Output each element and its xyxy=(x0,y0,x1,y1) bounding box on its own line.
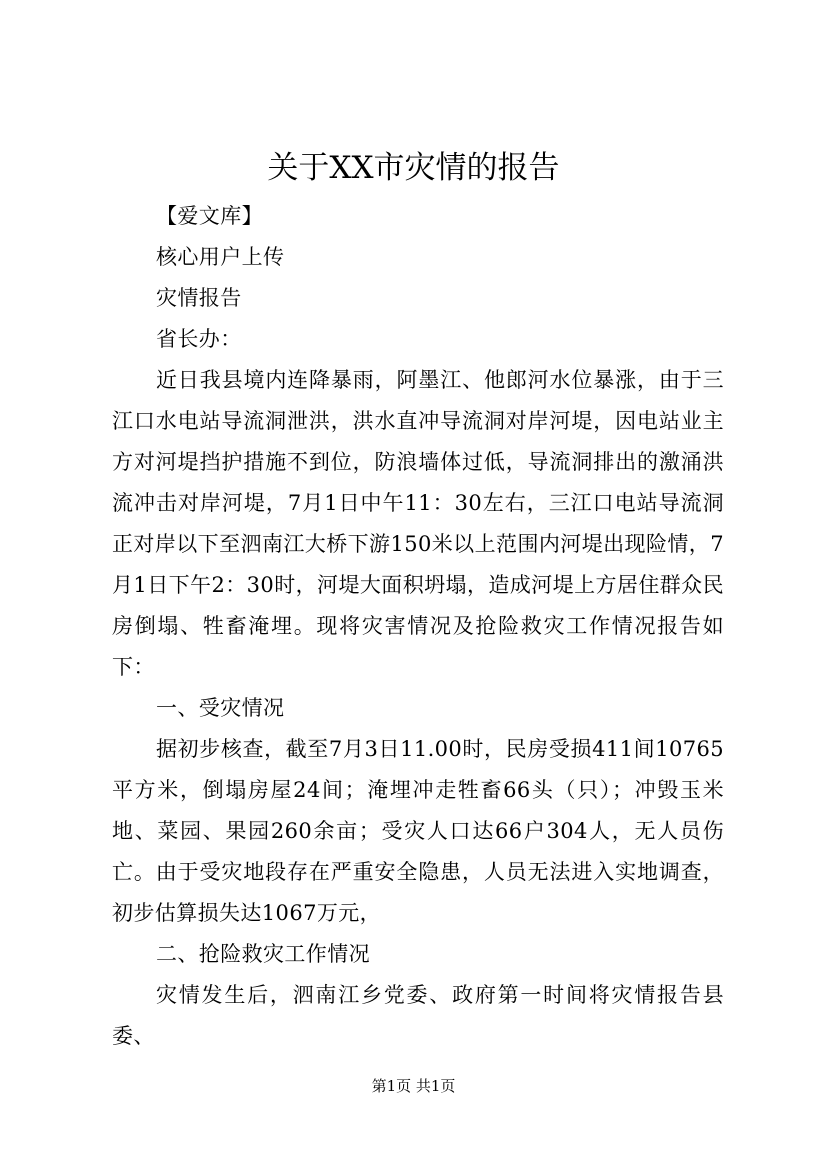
section1-heading: 一、受灾情况 xyxy=(156,696,285,720)
category-line: 灾情报告 xyxy=(156,286,242,310)
document-title: 关于XX市灾情的报告 xyxy=(267,150,560,186)
section2-body: 灾情发生后，泗南江乡党委、政府第一时间将灾情报告县委、 xyxy=(112,983,724,1048)
section1-body: 据初步核查，截至7月3日11.00时，民房受损411间10765平方米，倒塌房屋24间；淹埋冲走牲畜66头（只）；冲毁玉米地、菜园、果园260余亩；受灾人口达66户304人，无人员伤亡。由于受灾地段存在严重安全隐患，人员无法进入实地调查，初步估算损失达1067万元， xyxy=(112,737,724,925)
addressee-line: 省长办： xyxy=(156,327,242,351)
intro-paragraph: 近日我县境内连降暴雨，阿墨江、他郎河水位暴涨，由于三江口水电站导流洞泄洪，洪水直冲导流洞对岸河堤，因电站业主方对河堤挡护措施不到位，防浪墙体过低，导流洞排出的激涌洪流冲击对岸河堤，7月1日中午11：30左右，三江口电站导流洞正对岸以下至泗南江大桥下游150米以上范围内河堤出现险情，7月1日下午2：30时，河堤大面积坍塌，造成河堤上方居住群众民房倒塌、牲畜淹埋。现将灾害情况及抢险救灾工作情况报告如下： xyxy=(112,368,724,679)
section2-heading: 二、抢险救灾工作情况 xyxy=(156,942,370,966)
source-tag-line: 【爱文库】 xyxy=(156,204,263,228)
document-body xyxy=(112,196,724,1057)
uploader-line: 核心用户上传 xyxy=(156,245,285,269)
page-footer: 第1页 共1页 xyxy=(371,1077,456,1095)
